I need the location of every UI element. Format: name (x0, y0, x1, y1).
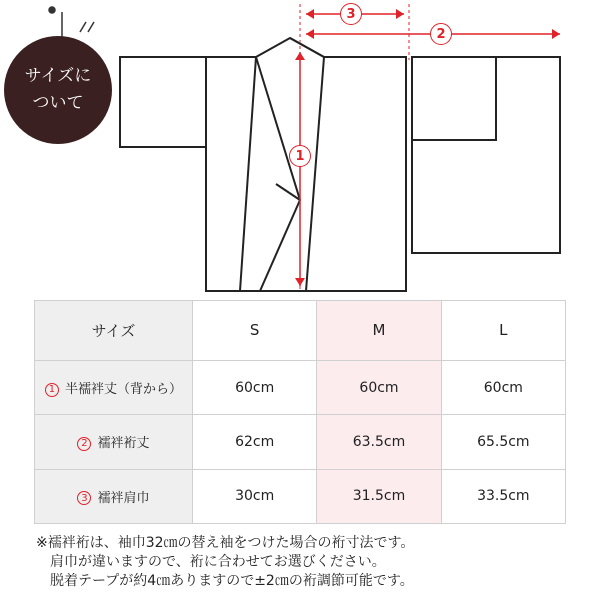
marker-2: 2 (430, 23, 452, 45)
pin-icon (49, 7, 55, 13)
collar-edge-inner (256, 57, 300, 291)
table-cell: 60cm (441, 360, 565, 414)
badge-line-1: サイズに (24, 65, 92, 86)
table-cell: 60cm (317, 360, 441, 414)
right-sleeve-inner (412, 57, 496, 140)
row-label-text: 半襦袢丈（背から） (64, 382, 182, 398)
row-label-text: 襦袢裄丈 (97, 436, 150, 452)
table-cell: 62cm (193, 415, 317, 469)
table-cell: 33.5cm (441, 469, 565, 523)
row-label (35, 415, 193, 469)
table-cell: 31.5cm (317, 469, 441, 523)
header-s: S (193, 301, 317, 361)
row-number-badge: 3 (77, 491, 91, 505)
header-m: M (317, 301, 441, 361)
table-header-row (35, 301, 566, 361)
header-size: サイズ (35, 301, 193, 361)
size-table (34, 300, 566, 524)
size-badge (4, 36, 112, 144)
right-sleeve (412, 57, 560, 253)
badge-line-2: ついて (32, 93, 84, 113)
marker-3: 3 (340, 3, 362, 25)
note-line-2: 肩巾が違いますので、裄に合わせてお選びください。 (50, 554, 386, 570)
marker-1: 1 (289, 145, 311, 167)
row-number-badge: 1 (45, 383, 59, 397)
table-cell: 60cm (193, 360, 317, 414)
row-label (35, 360, 193, 414)
row-number-badge: 2 (77, 437, 91, 451)
table-row (35, 360, 566, 414)
table-row (35, 415, 566, 469)
table-cell: 30cm (193, 469, 317, 523)
table-cell: 65.5cm (441, 415, 565, 469)
left-sleeve (120, 57, 206, 147)
size-notes (36, 534, 586, 591)
collar-edge-outer (240, 57, 256, 291)
table-cell: 63.5cm (317, 415, 441, 469)
header-l: L (441, 301, 565, 361)
row-label (35, 469, 193, 523)
note-line-1: ※襦袢裄は、袖巾32㎝の替え袖をつけた場合の裄寸法です。 (36, 535, 415, 551)
table-row (35, 469, 566, 523)
row-label-text: 襦袢肩巾 (97, 490, 150, 506)
note-line-3: 脱着テープが約4㎝ありますので±2㎝の裄調節可能です。 (50, 573, 414, 589)
